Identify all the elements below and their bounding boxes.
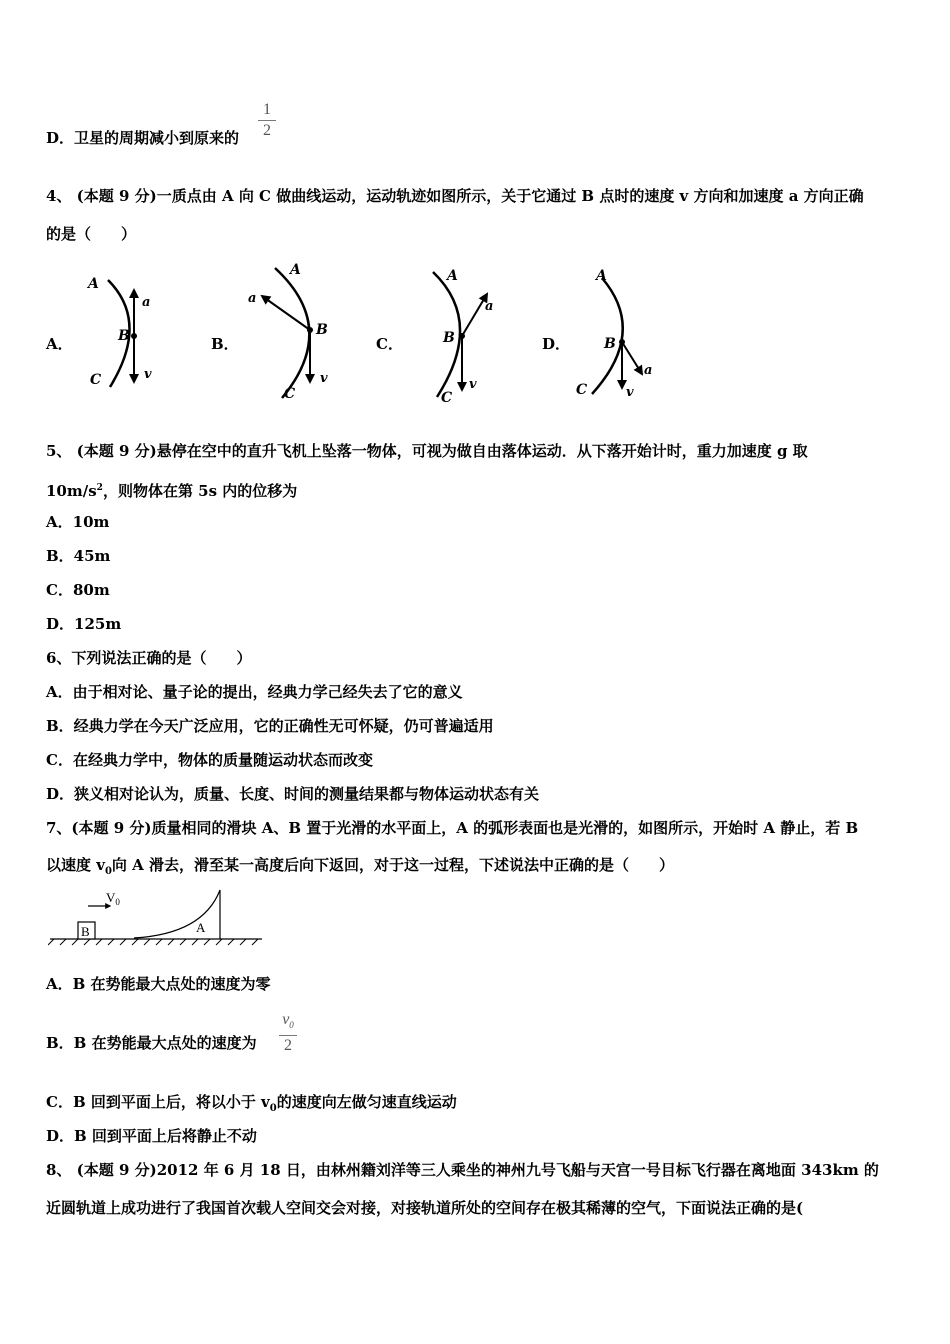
vel-label: v (469, 377, 477, 392)
q8-stem-line2: 近圆轨道上成功进行了我国首次载人空间交会对接，对接轨道所处的空间存在极其稀薄的空气，下面说法正确的是( (46, 1199, 804, 1217)
q7-option-c (46, 1092, 457, 1119)
point-a-label: A (447, 268, 458, 284)
point-c-label: C (284, 386, 296, 402)
q5-stem-line1: 5、 (本题 9 分)悬停在空中的直升飞机上坠落一物体，可视为做自由落体运动．从下落开始计时，重力加速度 g 取 (46, 442, 808, 460)
q7-option-a: A．B 在势能最大点处的速度为零 (46, 975, 271, 993)
q4-option-c-label: C． (376, 335, 403, 353)
point-b-label: B (604, 336, 616, 352)
q7-option-c-rest: 的速度向左做匀速直线运动 (276, 1093, 457, 1111)
fraction-denominator: 2 (284, 1037, 292, 1055)
q6-option-c: C．在经典力学中，物体的质量随运动状态而改变 (46, 751, 373, 769)
q5-stem-line2 (46, 478, 297, 501)
q7-stem-line2 (46, 855, 674, 882)
block-a-curved-surface (134, 890, 220, 939)
point-a-label: A (596, 268, 607, 284)
block-a-label: A (196, 920, 206, 935)
q4-option-b-label: B． (211, 335, 239, 353)
q4-option-a-figure (80, 262, 160, 397)
q8-stem-line1: 8、 (本题 9 分)2012 年 6 月 18 日，由林州籍刘洋等三人乘坐的神州九号飞船与天宫一号目标飞行器在离地面 343km 的 (46, 1161, 879, 1179)
point-c-label: C (90, 372, 102, 388)
fraction-v0-over-2 (279, 1011, 297, 1055)
q7-figure (48, 884, 268, 952)
point-b-label: B (316, 322, 328, 338)
velocity-label (106, 890, 120, 907)
point-b-dot (459, 333, 465, 339)
q4-stem-line2: 的是（ ） (46, 225, 137, 243)
q6-option-d: D．狭义相对论认为，质量、长度、时间的测量结果都与物体运动状态有关 (46, 785, 540, 803)
fraction-bar (258, 120, 276, 121)
q5-option-a: A．10m (46, 513, 110, 531)
fraction-one-half (258, 101, 276, 140)
acceleration-arrow (462, 294, 487, 336)
acc-label: a (644, 363, 653, 378)
q4-option-b-figure (240, 258, 340, 403)
q4-option-d-figure (570, 262, 670, 407)
fraction-denominator: 2 (263, 122, 271, 139)
point-a-label: A (88, 276, 99, 292)
block-b-label: B (81, 924, 90, 939)
q3-option-d-text: D．卫星的周期减小到原来的 (46, 129, 240, 147)
q4-option-d-label: D． (542, 335, 571, 353)
point-a-label: A (290, 262, 301, 278)
q7-stem-line1: 7、(本题 9 分)质量相同的滑块 A、B 置于光滑的水平面上，A 的弧形表面也是光滑的，如图所示，开始时 A 静止，若 B (46, 819, 859, 837)
q4-stem-line1: 4、 (本题 9 分)一质点由 A 向 C 做曲线运动，运动轨迹如图所示，关于它通过 B 点时的速度 v 方向和加速度 a 方向正确 (46, 187, 864, 205)
point-b-dot (131, 333, 137, 339)
q5-stem-rest: ，则物体在第 5s 内的位移为 (102, 482, 298, 500)
acc-label: a (485, 299, 494, 314)
fraction-numerator (279, 1011, 297, 1034)
q5-option-c: C．80m (46, 581, 110, 599)
q5-unit: 10m/s (46, 482, 97, 500)
q7-stem-rest: 向 A 滑去，滑至某一高度后向下返回，对于这一过程，下述说法中正确的是（ ） (111, 856, 675, 874)
acceleration-arrow (622, 342, 642, 374)
q7-option-c-pre: C．B 回到平面上后，将以小于 v (46, 1093, 270, 1111)
q6-option-b: B．经典力学在今天广泛应用，它的正确性无可怀疑，仍可普遍适用 (46, 717, 494, 735)
q4-option-c-figure (415, 262, 515, 407)
acc-label: a (142, 295, 151, 310)
fraction-numerator-letter: v (282, 1011, 290, 1028)
ground-hatching (48, 939, 258, 945)
vel-label: v (144, 367, 152, 382)
acc-label: a (248, 291, 257, 306)
velocity-letter: V (106, 890, 116, 905)
q4-option-a-label: A． (46, 335, 73, 353)
q7-sub: 0 (104, 866, 112, 877)
point-b-label: B (118, 328, 130, 344)
trajectory-curve (275, 268, 309, 398)
q3-option-d (46, 128, 239, 148)
q7-option-d: D．B 回到平面上后将静止不动 (46, 1127, 257, 1145)
velocity-sub: 0 (115, 897, 120, 907)
fraction-numerator-sub: 0 (289, 1020, 294, 1031)
q6-option-a: A．由于相对论、量子论的提出，经典力学己经失去了它的意义 (46, 683, 463, 701)
point-b-dot (307, 327, 313, 333)
point-b-label: B (443, 330, 455, 346)
q5-option-d: D．125m (46, 615, 122, 633)
q7-option-b: B．B 在势能最大点处的速度为 (46, 1034, 257, 1052)
q7-stem-pre: 以速度 v (46, 856, 105, 874)
point-c-label: C (576, 382, 588, 398)
q6-stem: 6、下列说法正确的是（ ） (46, 649, 252, 667)
point-c-label: C (441, 390, 453, 406)
fraction-bar (279, 1035, 297, 1036)
acceleration-arrow (262, 296, 310, 330)
q5-option-b: B．45m (46, 547, 111, 565)
point-b-dot (619, 339, 625, 345)
vel-label: v (320, 371, 328, 386)
fraction-numerator: 1 (263, 101, 271, 118)
vel-label: v (626, 385, 634, 400)
q7-option-c-sub: 0 (269, 1103, 277, 1114)
q5-exponent: 2 (96, 483, 103, 493)
